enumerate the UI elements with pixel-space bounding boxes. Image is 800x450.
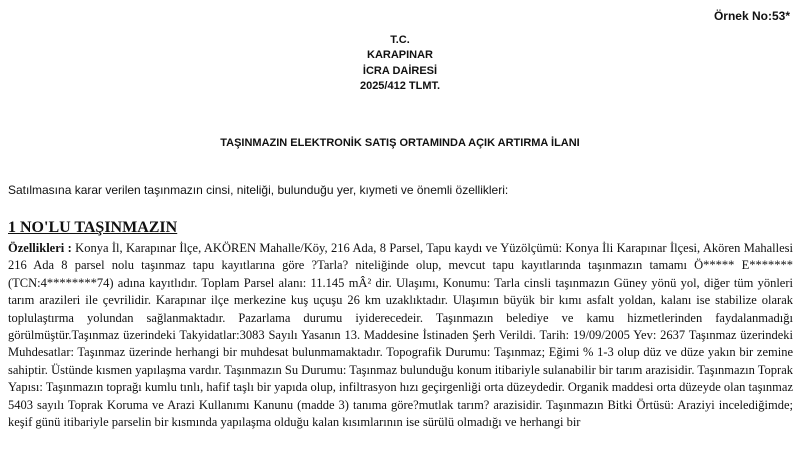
features-text: Konya İl, Karapınar İlçe, AKÖREN Mahalle/Köy, 216 Ada, 8 Parsel, Tapu kaydı ve Yüzölçümü: Konya İli Karapınar İlçesi, Akören Mahallesi 216 Ada 8 parsel nolu taşınmaz tapu kayıtlarına göre ?Tarla? niteliğinde olup, mevcut tapu kayıtlarında taşınmazın tamamı Ö***** E******* (TCN:4********74) adına kayıtlıdır. Toplam Parsel alanı: 11.145 mÂ² dir. Ulaşımı, Konumu: Tarla cinsli taşınmazın Güney yönü yol, diğer tüm yönleri tarım arazileri ile çevrilidir. Karapınar ilçe merkezine kuş uçuşu 26 km uzaklıktadır. Ulaşımın büyük bir kımı asfalt yoldan, kalanı ise stabilize olarak toplulaştırma yolundan sağlanmaktadır. Pazarlama durumu iyiderecedeir. Taşınmazın belediye ve kamu hizmetlerinden faydalanmadığı görülmüştür.Taşınmaz üzerindeki Takyidatlar:3083 Sayılı Yasanın 13. Maddesine İstinaden Şerh Verildi. Tarih: 19/09/2005 Yev: 2637 Taşınmaz üzerindeki Muhdesatlar: Taşınmaz üzerinde herhangi bir muhdesat bulunmamaktadır. Topografik Durumu: Taşınmaz; Eğimi % 1-3 olup düz ve düze yakın bir zemine sahiptir. Üstünde kısmen yapılaşma vardır. Taşınmazın Su Durumu: Taşınmaz bulunduğu konum itibariyle sulanabilir bir tarım arazisidir. Taşınmazın Toprak Yapısı: Taşınmazın toprağı kumlu tınlı, hafif taşlı bir yapıda olup, infiltrasyon hızı geçirgenliği orta düzeydedir. Organik maddesi orta düzeyde olan taşınmaz 5403 sayılı Toprak Koruma ve Arazi Kullanımı Kanunu (madde 3) tanıma göre?mutlak tarım? arazisidir. Taşınmazın Bitki Örtüsü: Araziyi incelediğimde; keşif günü itibariyle parselin bir kısmında yapılaşma olduğu kalan kısımlarının ise sürülü olmadığı ve herhangi bir bbox=[8, 241, 793, 430]
document-number: Örnek No:53* bbox=[713, 9, 790, 23]
property-description bbox=[8, 240, 793, 431]
property-heading: 1 NO'LU TAŞINMAZIN bbox=[8, 219, 178, 236]
header-office: İCRA DAİRESİ bbox=[362, 64, 438, 77]
header-file-number: 2025/412 TLMT. bbox=[359, 79, 441, 92]
intro-text: Satılmasına karar verilen taşınmazın cinsi, niteliği, bulunduğu yer, kıymeti ve önemli özellikleri: bbox=[8, 183, 509, 197]
header-country: T.C. bbox=[390, 34, 410, 46]
announcement-title: TAŞINMAZIN ELEKTRONİK SATIŞ ORTAMINDA AÇIK ARTIRMA İLANI bbox=[220, 137, 580, 149]
court-header bbox=[0, 33, 800, 94]
features-label: Özellikleri : bbox=[8, 241, 72, 255]
header-district: KARAPINAR bbox=[367, 49, 433, 62]
